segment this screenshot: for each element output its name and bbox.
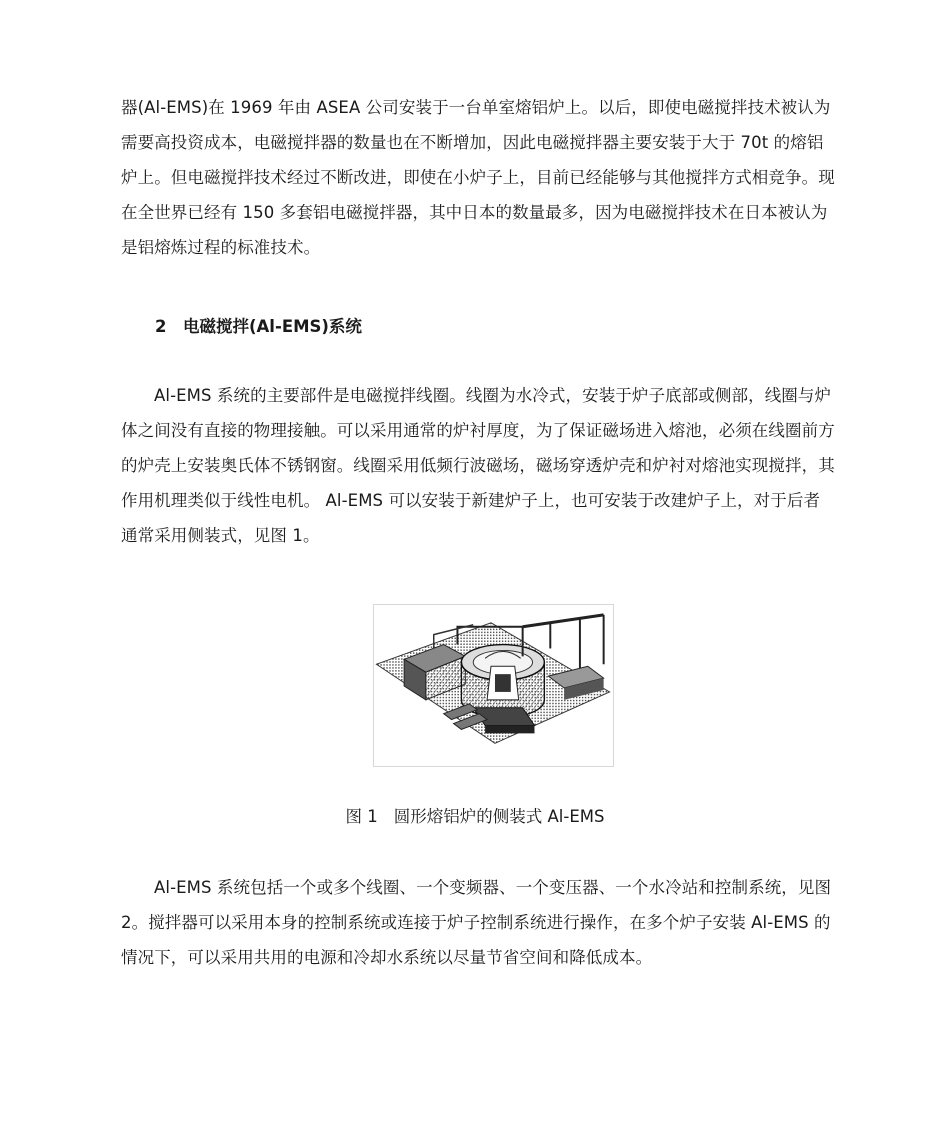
section-number: 2 bbox=[155, 317, 167, 336]
figure-label: 图 1 bbox=[345, 807, 378, 826]
section-title: 电磁搅拌(Al-EMS)系统 bbox=[183, 317, 362, 336]
intro-paragraph: 器(Al-EMS)在 1969 年由 ASEA 公司安装于一台单室熔铝炉上。以后，即使电磁搅拌技术被认为需要高投资成本，电磁搅拌器的数量也在不断增加，因此电磁搅拌器主要安装于大于 70t 的熔铝炉上。但电磁搅拌技术经过不断改进，即使在小炉子上，目前已经能够与其他搅拌方式相竞争。现在全世界已经有 150 多套铝电磁搅拌器，其中日本的数量最多，因为电磁搅拌技术在日本被认为是铝熔炼过程的标准技术。 bbox=[121, 98, 835, 257]
section-heading bbox=[155, 314, 362, 340]
components-paragraph: Al-EMS 系统包括一个或多个线圈、一个变频器、一个变压器、一个水冷站和控制系统，见图 2。搅拌器可以采用本身的控制系统或连接于炉子控制系统进行操作，在多个炉子安装 Al-EMS 的情况下，可以采用共用的电源和冷却水系统以尽量节省空间和降低成本。 bbox=[121, 878, 832, 967]
figure-1-furnace-illustration bbox=[373, 604, 614, 767]
figure-1-caption bbox=[0, 805, 950, 829]
system-paragraph: Al-EMS 系统的主要部件是电磁搅拌线圈。线圈为水冷式，安装于炉子底部或侧部，线圈与炉体之间没有直接的物理接触。可以采用通常的炉衬厚度，为了保证磁场进入熔池，必须在线圈前方的炉壳上安装奥氏体不锈钢窗。线圈采用低频行波磁场，磁场穿透炉壳和炉衬对熔池实现搅拌，其作用机理类似于线性电机。 Al-EMS 可以安装于新建炉子上，也可安装于改建炉子上，对于后者通常采用侧装式，见图 1。 bbox=[121, 386, 835, 545]
figure-caption-text: 圆形熔铝炉的侧装式 Al-EMS bbox=[393, 807, 605, 826]
